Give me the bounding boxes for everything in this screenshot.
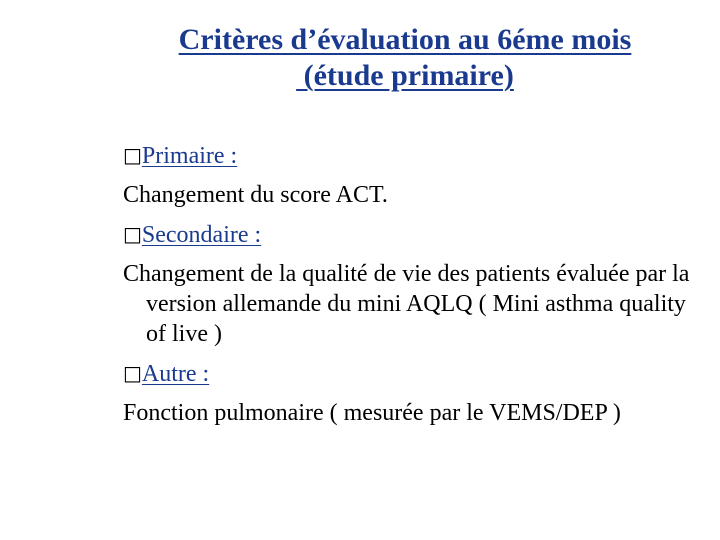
section-label: Secondaire : bbox=[141, 222, 262, 248]
checkbox-bullet-icon: □ bbox=[123, 143, 142, 167]
section-label: Autre : bbox=[141, 361, 210, 387]
section-heading-autre bbox=[123, 358, 703, 389]
title-line-2: (étude primaire) bbox=[296, 59, 514, 92]
slide-title bbox=[100, 22, 710, 94]
title-line-1: Critères d’évaluation au 6éme mois bbox=[178, 23, 632, 56]
checkbox-bullet-icon: □ bbox=[123, 222, 142, 246]
section-text-secondaire: Changement de la qualité de vie des patients évaluée par la version allemande du mini AQLQ ( Mini asthma quality of live ) bbox=[123, 261, 690, 347]
section-text-primaire: Changement du score ACT. bbox=[123, 182, 388, 208]
section-heading-primaire bbox=[123, 140, 703, 171]
slide-body bbox=[123, 140, 703, 437]
section-label: Primaire : bbox=[141, 143, 238, 169]
checkbox-bullet-icon: □ bbox=[123, 361, 142, 385]
section-text-autre: Fonction pulmonaire ( mesurée par le VEMS/DEP ) bbox=[123, 400, 621, 426]
section-heading-secondaire bbox=[123, 219, 703, 250]
